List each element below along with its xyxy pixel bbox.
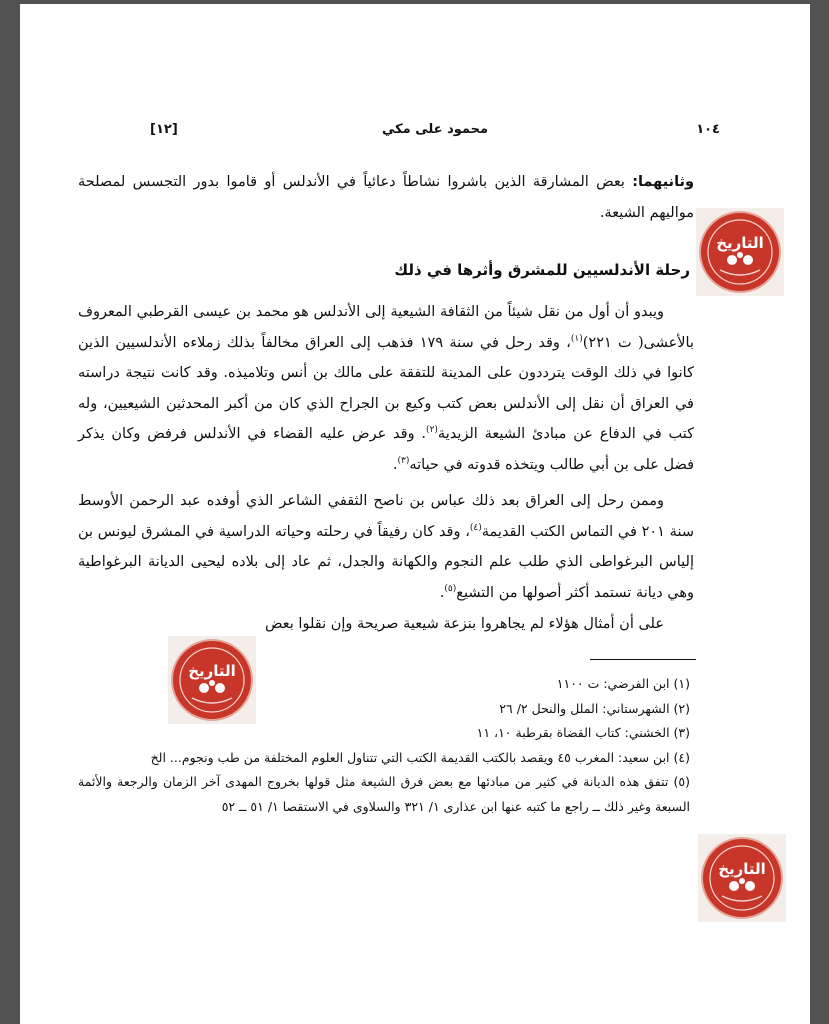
paragraph-2-text-a: وممن رحل إلى العراق بعد ذلك عباس بن ناصح الثقفي الشاعر الذي أوفده عبد الرحمن الأوسط سنة ٢٠١ في التماس الكتب القديمة xyxy=(78,493,694,540)
paragraph-1-text-b: ، وقد رحل في سنة ١٧٩ فذهب إلى العراق مخالفاً بذلك زملاءه الأندلسيين الذين كانوا في ذلك الوقت يترددون على المدينة للتفقة على مالك بن أنس وتلاميذه. وقد كانت نتيجة دراسته في العراق أن نقل إلى الأندلس بعض كتب وكيع بن الجراح الذي كان من أكبر المحدثين الشيعيين، وله كتب في الدفاع عن مبادئ الشيعة الزيدية xyxy=(78,334,694,442)
footnote-2: (٢) الشهرستاني: الملل والنحل ٢/ ٢٦ xyxy=(499,700,690,716)
footnote-3: (٣) الخشني: كتاب القضاة بقرطبة ١٠، ١١ xyxy=(476,725,690,740)
footnote-ref-3: (٣) xyxy=(397,455,410,466)
paragraph-2-text-c: . xyxy=(439,584,445,601)
paragraph-2-text-b: ، وقد كان رفيقاً في رحلته وحياته الدراسية في المشرق ليونس بن إلياس البرغواطى الذي طلب علم النجوم والكهانة والجدل، ثم عاد إلى بلاده ليحيى الديانة البرغواطية وهي ديانة تستمد أكثر أصولها من التشيع xyxy=(78,523,694,601)
section-heading: رحلة الأندلسيين للمشرق وأثرها في ذلك xyxy=(394,261,690,279)
paragraph-2 xyxy=(78,486,694,608)
issue-reference: [١٢] xyxy=(150,122,178,137)
paragraph-1 xyxy=(78,297,694,480)
page-number: ١٠٤ xyxy=(696,122,720,137)
paragraph-3: على أن أمثال هؤلاء لم يجاهروا بنزعة شيعية صريحة وإن نقلوا بعض xyxy=(265,616,664,632)
paragraph-1-text-a: ويبدو أن أول من نقل شيئاً من الثقافة الشيعية إلى الأندلس هو محمد بن عيسى القرطبي المعروف بالأعشى( ت ٢٢١) xyxy=(78,304,695,351)
intro-paragraph xyxy=(78,167,694,228)
intro-text: بعض المشارقة الذين باشروا نشاطاً دعائياً في الأندلس أو قاموا بدور التجسس لمصلحة مواليهم الشيعة. xyxy=(78,174,694,221)
stamp-logo-icon xyxy=(698,834,786,922)
footnote-1: (١) ابن الفرضي: ت ١١٠٠ xyxy=(556,676,690,691)
stamp-text: التاريخ xyxy=(716,234,764,252)
watermark-stamp-bottom xyxy=(698,834,786,922)
footnote-ref-5: (٥) xyxy=(444,583,457,594)
footnote-ref-2: (٢) xyxy=(426,425,438,436)
watermark-stamp-top xyxy=(696,208,784,296)
footnote-ref-4: (٤) xyxy=(469,522,482,533)
stamp-logo-icon xyxy=(696,208,784,296)
footnote-divider xyxy=(590,659,696,660)
running-author: محمود على مكي xyxy=(381,122,489,137)
stamp-logo-icon xyxy=(168,636,256,724)
footnote-ref-1: (١) xyxy=(570,333,583,344)
footnote-4: (٤) ابن سعيد: المغرب ٤٥ ويقصد بالكتب القديمة الكتب التي تتناول العلوم المختلفة من طب ونجوم... الخ xyxy=(150,749,690,765)
watermark-stamp-middle xyxy=(168,636,256,724)
page-header xyxy=(150,122,720,142)
stamp-text: التاريخ xyxy=(188,662,236,680)
paragraph-1-text-c: . وقد عرض عليه القضاء في الأندلس فرفض وكان يذكر فضل على بن أبي طالب ويتخذه قدوته في حياته xyxy=(78,426,694,473)
footnote-5: (٥) تتفق هذه الديانة في كثير من مبادئها مع بعض فرق الشيعة مثل قولها بخروج المهدى آخر الزمان والرجعة والأئمة السبعة وغير ذلك ــ راجع ما كتبه عنها ابن عذارى ١/ ٣٢١ والسلاوى في الاستقصا ١/ ٥١ ــ ٥٢ xyxy=(78,774,690,814)
stamp-text: التاريخ xyxy=(718,860,766,878)
intro-lead: وثانيهما: xyxy=(632,174,694,190)
document-page xyxy=(20,4,810,1024)
paragraph-1-text-d: . xyxy=(392,456,398,473)
